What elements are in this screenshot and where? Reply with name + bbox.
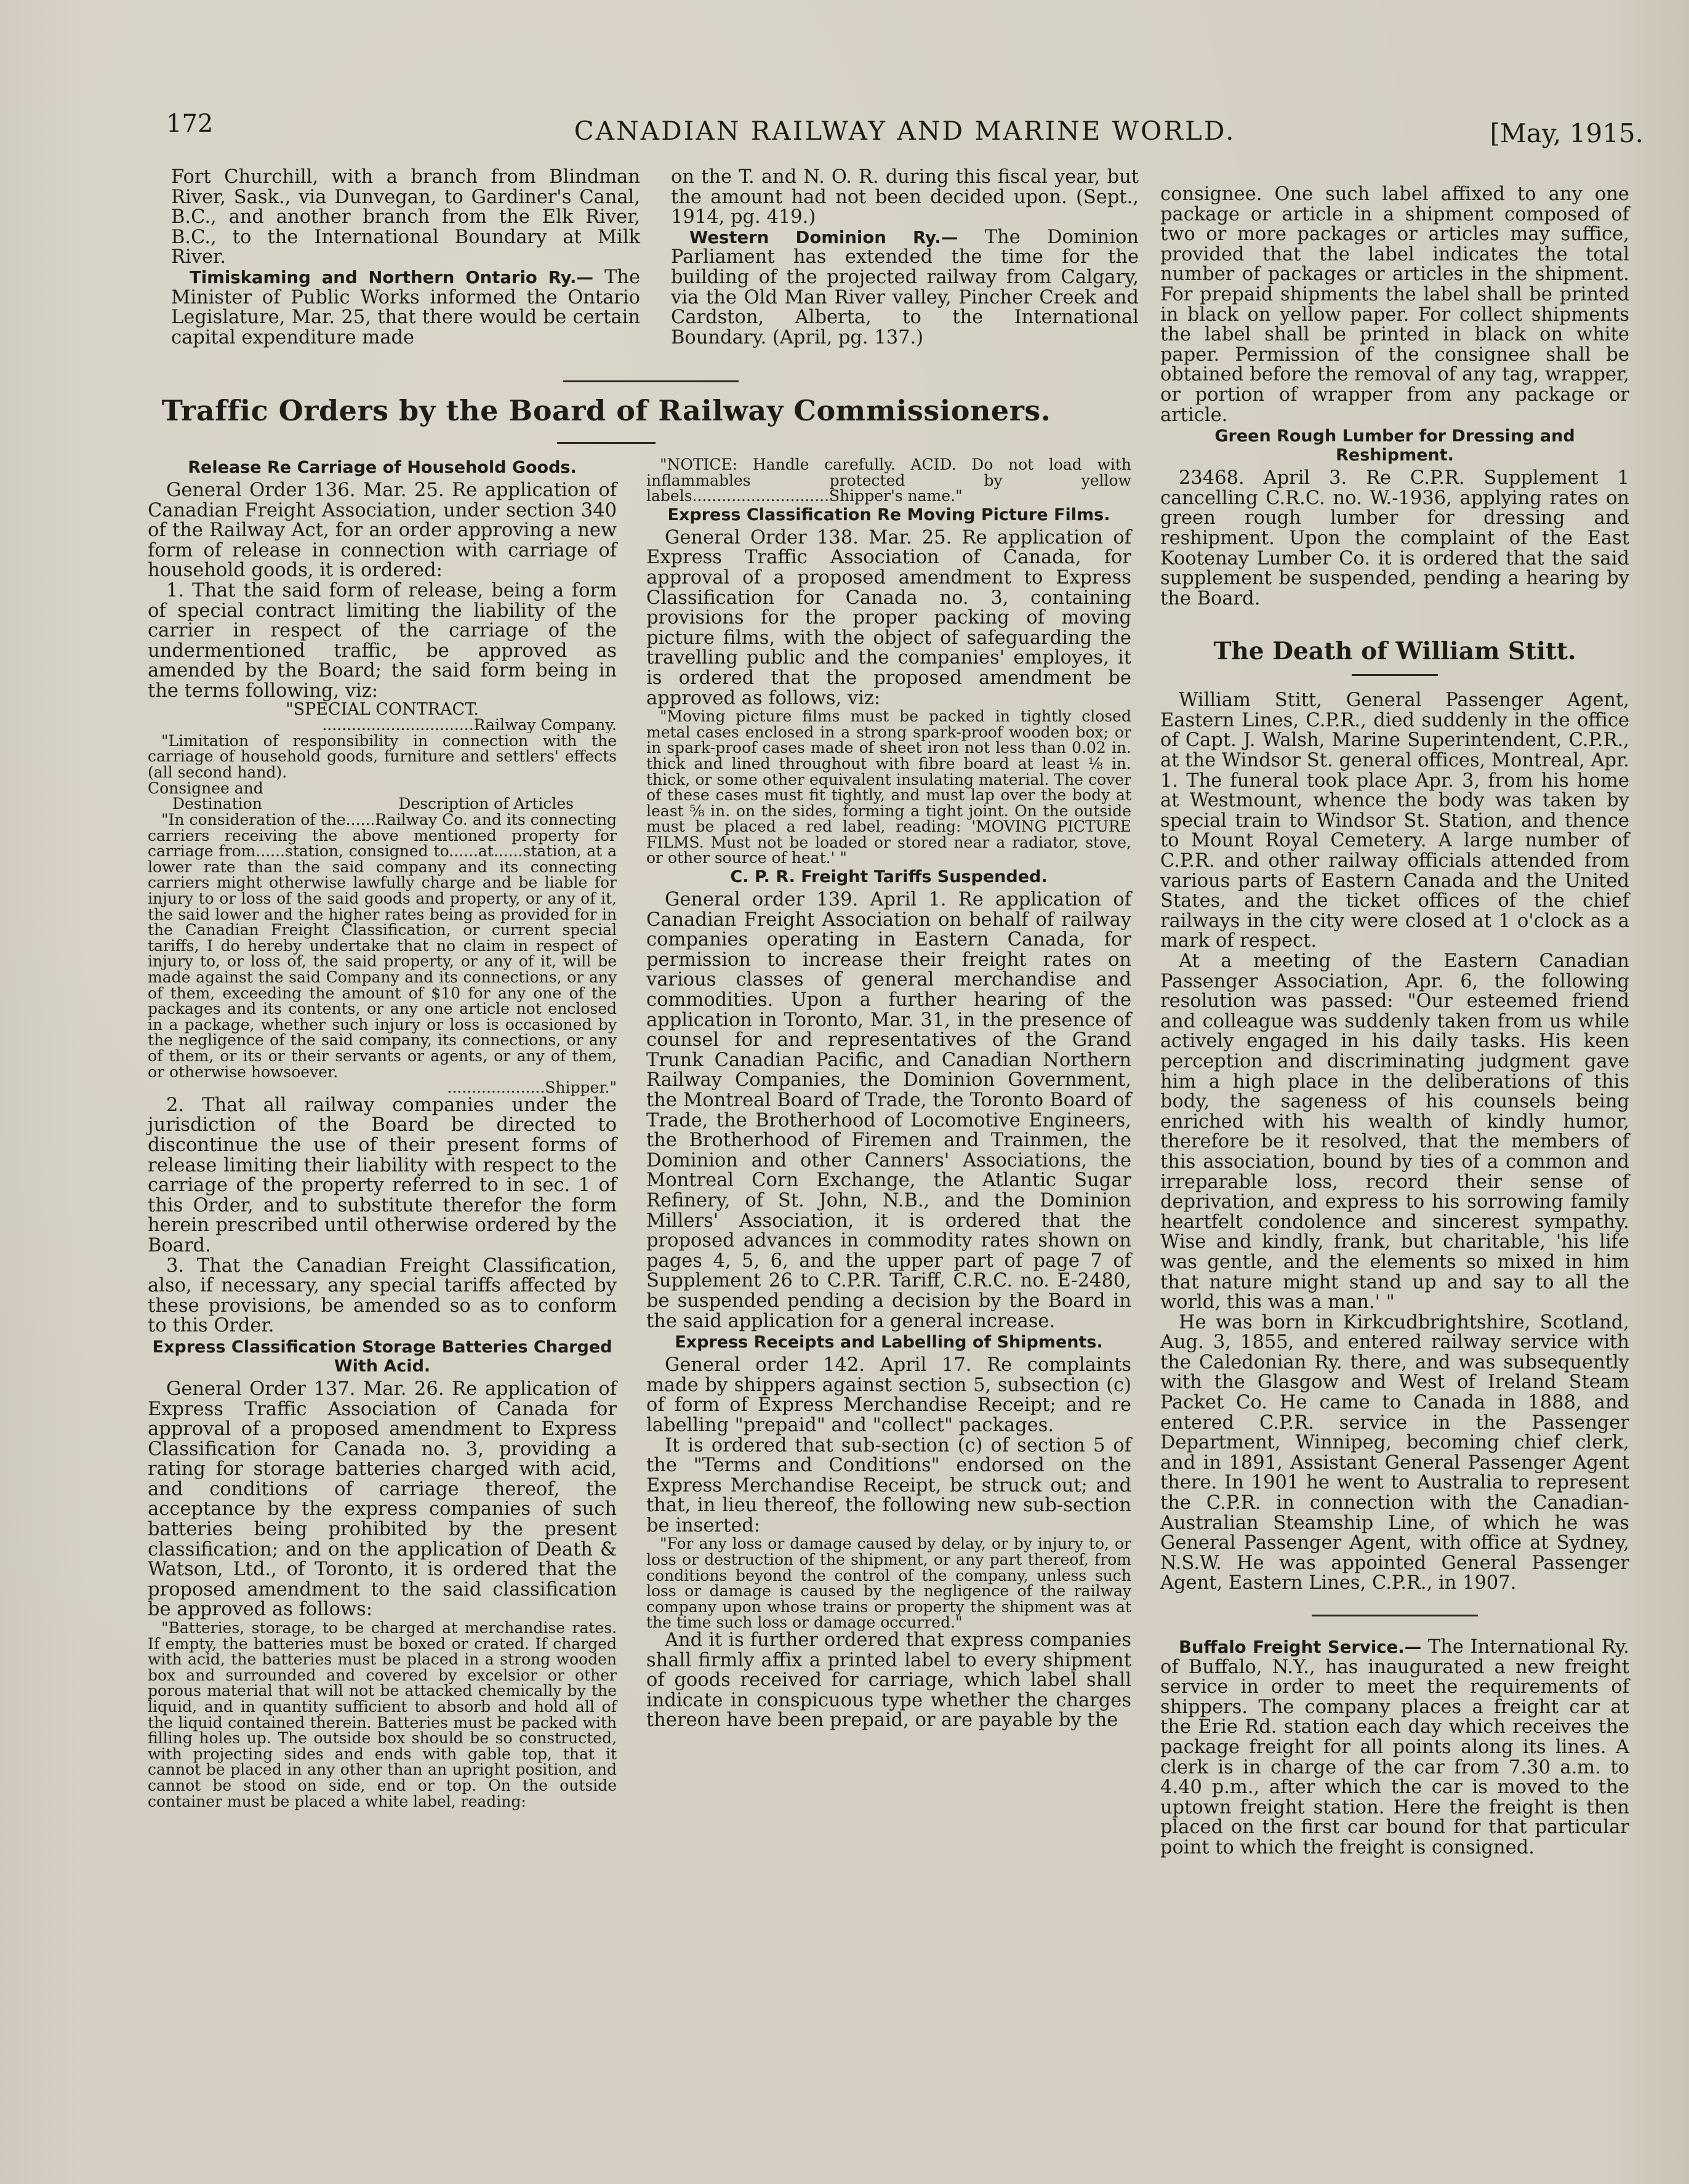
consideration-text: "In consideration of the......Railway Co. and its connecting carriers receiving the above mentioned property for carriage from......station, consigned to......at......station, at a lower rate than the said company and its connecting carriers might otherwise lawfully charge and be liable for injury to or loss of the said goods and property, or any of it, the said lower and the higher rates being as provided for in the Canadian Freight Classification, or current special tariffs, I do hereby undertake that no claim in respect of injury to, or loss of, the said property, or any of it, will be made against the said Company and its connections, or any of them, exceeding the amount of $10 for any one of the packages and its contents, or any one article not enclosed in a package, whether such injury or loss is occasioned by the negligence of the said company, its connections, or any of them, or its or their servants or agents, or any of them, or otherwise howsoever. bbox=[148, 811, 617, 1081]
batteries-quote: "Batteries, storage, to be charged at merchandise rates. If empty, the batteries must be boxed or crated. If charged with acid, the batteries must be placed in a strong wooden box and surrounded and covered by excelsior or other porous material that will not be attacked chemically by the liquid, and in quantity sufficient to absorb and hold all of the liquid contained therein. Batteries must be packed with filling holes up. The outside box should be so constructed, with projecting sides and ends with gable top, that it cannot be placed in any other than an upright position, and cannot be stood on side, end or top. On the outside container must be placed a white label, reading: bbox=[148, 1619, 617, 1810]
text-item-1: 1. That the said form of release, being a form of special contract limiting the liability of the carrier in respect of the carriage of the undermentioned traffic, be approved as amended by the Board; the said form being in the terms following, viz: bbox=[148, 579, 617, 702]
page-number: 172 bbox=[166, 110, 214, 138]
top-col2-heading-text: The Dominion Parliament has extended the time for the building of the projected railway from Calgary, via the Old Man River valley, Pincher Creek and Cardston, Alberta, to the International Boundary. (April, pg. 137.) bbox=[671, 226, 1139, 348]
consignee-label: Consignee and bbox=[148, 779, 263, 797]
text-storage-batteries: General Order 137. Mar. 26. Re application of Express Traffic Association of Canada for approval of a proposed amendment to Express Classification for Canada no. 3, providing a rating for storage batteries charged with acid, and conditions of carriage thereof, the acceptance by the express companies of such batteries being prohibited by the present classification; and on the application of Death & Watson, Ltd., of Toronto, it is ordered that the proposed amendment to the said classification be approved as follows: bbox=[148, 1378, 617, 1621]
main-column-3 bbox=[1160, 185, 1629, 1858]
journal-title: CANADIAN RAILWAY AND MARINE WORLD. bbox=[574, 116, 1236, 146]
text-moving-picture-films: General Order 138. Mar. 25. Re application of Express Traffic Association of Canada, for approval of a proposed amendment to Express Classification for Canada no. 3, containing provisions for the proper packing of moving picture films, with the object of safeguarding the travelling public and the companies' employes, it is ordered that the proposed amendment be approved as follows, viz: bbox=[646, 526, 1131, 709]
heading-household-goods: Release Re Carriage of Household Goods. bbox=[188, 458, 577, 477]
text-stitt-2: At a meeting of the Eastern Canadian Passenger Association, Apr. 6, the following resolution was passed: "Our esteemed friend and colleague was suddenly taken from us while actively engaged in his daily tasks. His keen perception and discriminating judgment gave him a high place in the deliberations of this body, the sageness of his counsels being enriched with his wealth of kindly humor, therefore be it resolved, that the members of this association, bound by ties of a common and irreparable loss, record their sense of deprivation, and express to his sorrowing family heartfelt condolence and sincerest sympathy. Wise and kindly, frank, but charitable, 'his life was gentle, and the elements so mixed in him that nature might stand up and say to all the world, this was a man.' " bbox=[1160, 950, 1629, 1314]
top-col1-heading-text: The Minister of Public Works informed the Ontario Legislature, Mar. 25, that there would be certain capital expenditure made bbox=[171, 266, 640, 348]
section-rule-bottom bbox=[557, 442, 656, 444]
text-express-receipts-2: It is ordered that sub-section (c) of section 5 of the "Terms and Conditions" endorsed on the Express Merchandise Receipt, be struck out; and that, in lieu thereof, the following new sub-section be inserted: bbox=[646, 1434, 1131, 1536]
description-label: Description of Articles bbox=[398, 795, 574, 813]
notice-quote: "NOTICE: Handle carefully. ACID. Do not load with inflammables protected by yellow labels............................Shipper's name." bbox=[646, 456, 1131, 505]
text-express-receipts-3: And it is further ordered that express companies shall firmly affix a printed label to every shipment of goods received for carriage, which label shall indicate in conspicuous type whether the charges thereon have been prepaid, or are payable by the bbox=[646, 1629, 1131, 1732]
text-buffalo-freight: The International Ry. of Buffalo, N.Y., has inaugurated a new freight service in order to meet the requirements of shippers. The company places a freight car at the Erie Rd. station each day which receives the package freight for all points along its lines. A clerk is in charge of the car from 7.30 a.m. to 4.40 p.m., after which the car is moved to the uptown freight station. Here the freight is then placed on the first car bound for that particular point to which the freight is consigned. bbox=[1160, 1636, 1630, 1858]
shipper-line: ....................Shipper." bbox=[447, 1080, 617, 1096]
main-column-2 bbox=[646, 457, 1131, 1731]
receipts-quote: "For any loss or damage caused by delay, or by injury to, or loss or destruction of the shipment, or any part thereof, from conditions beyond the control of the company, unless such loss or damage is caused by the negligence of the railway company upon whose trains or property the shipment was at the time such loss or damage occurred." bbox=[646, 1535, 1131, 1632]
films-quote: "Moving picture films must be packed in tightly closed metal cases enclosed in a strong spark-proof wooden box; or in spark-proof cases made of sheet iron not less than 0.02 in. thick and lined throughout with fibre board at least ⅛ in. thick, or some other equivalent insulating material. The cover of these cases must fit tightly, and must lap over the body at least ⅝ in. on the sides, forming a tight joint. On the outside must be placed a red label, reading: 'MOVING PICTURE FILMS. Must not be loaded or stored near a radiator, stove, or other source of heat.' " bbox=[646, 707, 1131, 867]
stitt-rule bbox=[1352, 674, 1438, 676]
top-col2-text: on the T. and N. O. R. during this fiscal year, but the amount had not been decided upon. (Sept., 1914, pg. 419.) bbox=[671, 166, 1139, 228]
railway-company-line: ...............................Railway Company. bbox=[322, 717, 617, 733]
top-col1-text: Fort Churchill, with a branch from Blindman River, Sask., via Dunvegan, to Gardiner's Canal, B.C., and another branch from the Elk River, B.C., to the International Boundary at Milk River. bbox=[171, 166, 640, 268]
heading-green-lumber: Green Rough Lumber for Dressing and Reshipment. bbox=[1214, 427, 1575, 465]
heading-storage-batteries: Express Classification Storage Batteries Charged With Acid. bbox=[152, 1337, 612, 1376]
heading-express-receipts: Express Receipts and Labelling of Shipments. bbox=[675, 1333, 1103, 1352]
main-column-1 bbox=[148, 457, 617, 1809]
buffalo-rule bbox=[1312, 1615, 1478, 1616]
top-column-1 bbox=[171, 167, 640, 348]
section-rule-top bbox=[563, 380, 739, 382]
top-col1-heading: Timiskaming and Northern Ontario Ry.— bbox=[190, 267, 593, 287]
top-column-2 bbox=[671, 167, 1139, 348]
heading-cpr-tariffs: C. P. R. Freight Tariffs Suspended. bbox=[730, 867, 1048, 887]
text-green-lumber: 23468. April 3. Re C.P.R. Supplement 1 cancelling C.R.C. no. W.-1936, applying rates on green rough lumber for dressing and reshipment. Upon the complaint of the East Kootenay Lumber Co. it is ordered that the said supplement be suspended, pending a hearing by the Board. bbox=[1160, 467, 1629, 609]
text-household-goods: General Order 136. Mar. 25. Re application of Canadian Freight Association, under section 340 of the Railway Act, for an order approving a new form of release in connection with carriage of household goods, it is ordered: bbox=[148, 480, 617, 582]
limitation-text: "Limitation of responsibility in connection with the carriage of household goods, furniture and settlers' effects (all second hand). bbox=[148, 731, 617, 781]
text-stitt-1: William Stitt, General Passenger Agent, Eastern Lines, C.P.R., died suddenly in the office of Capt. J. Walsh, Marine Superintendent, C.P.R., at the Windsor St. general offices, Montreal, Apr. 1. The funeral took place Apr. 3, from his home at Westmount, whence the body was taken by special train to Windsor St. Station, and thence to Mount Royal Cemetery. A large number of C.P.R. and other railway officials attended from various parts of Eastern Canada and the United States, and the ticket offices of the chief railways in the city were closed at 1 o'clock as a mark of respect. bbox=[1160, 689, 1629, 952]
issue-date: [May, 1915. bbox=[1490, 118, 1643, 148]
destination-label: Destination bbox=[172, 795, 262, 813]
section-title: Traffic Orders by the Board of Railway Commissioners. bbox=[161, 394, 1051, 427]
page-header bbox=[166, 110, 1643, 153]
heading-moving-picture-films: Express Classification Re Moving Picture Films. bbox=[667, 505, 1110, 524]
heading-buffalo-freight: Buffalo Freight Service.— bbox=[1179, 1637, 1422, 1657]
heading-death-william-stitt: The Death of William Stitt. bbox=[1213, 637, 1576, 666]
special-contract-heading: "SPECIAL CONTRACT. bbox=[286, 699, 479, 719]
text-stitt-3: He was born in Kirkcudbrightshire, Scotland, Aug. 3, 1855, and entered railway service with the Caledonian Ry. there, and was subsequently with the Glasgow and West of Ireland Steam Packet Co. He came to Canada in 1888, and entered C.P.R. service in the Passenger Department, Winnipeg, becoming chief clerk, and in 1891, Assistant General Passenger Agent there. In 1901 he went to Australia to represent the C.P.R. in connection with the Canadian-Australian Steamship Line, of which he was General Passenger Agent, with office at Sydney, N.S.W. He was appointed General Passenger Agent, Eastern Lines, C.P.R., in 1907. bbox=[1160, 1311, 1629, 1594]
text-item-3: 3. That the Canadian Freight Classification, also, if necessary, any special tariffs affected by these provisions, be amended so as to conform to this Order. bbox=[148, 1255, 617, 1337]
text-cpr-tariffs: General order 139. April 1. Re application of Canadian Freight Association on behalf of railway companies operating in Eastern Canada, for permission to increase their freight rates on various classes of general merchandise and commodities. Upon a further hearing of the application in Toronto, Mar. 31, in the presence of counsel for and representatives of the Grand Trunk Canadian Pacific, and Canadian Northern Railway Companies, the Dominion Government, the Montreal Board of Trade, the Toronto Board of Trade, the Brotherhood of Locomotive Engineers, the Brotherhood of Firemen and Trainmen, the Dominion and other Canners' Associations, the Montreal Corn Exchange, the Atlantic Sugar Refinery, of St. John, N.B., and the Dominion Millers' Association, it is ordered that the proposed advances in commodity rates shown on pages 4, 5, 6, and the upper part of page 7 of Supplement 26 to C.P.R. Tariff, C.R.C. no. E-2480, be suspended pending a decision by the Board in the said application for a general increase. bbox=[646, 889, 1131, 1332]
text-item-2: 2. That all railway companies under the jurisdiction of the Board be directed to discontinue the use of their present forms of release limiting their liability with respect to the carriage of the property referred to in sec. 1 of this Order, and to substitute therefor the form herein prescribed until otherwise ordered by the Board. bbox=[148, 1094, 617, 1256]
text-label-continued: consignee. One such label affixed to any one package or article in a shipment composed of two or more packages or articles may suffice, provided that the label indicates the total number of packages or articles in the shipment. For prepaid shipments the label shall be printed in black on yellow paper. For collect shipments the label shall be printed in black on white paper. Permission of the consignee shall be obtained before the removal of any tag, wrapper, or portion of wrapper from any package or article. bbox=[1160, 183, 1629, 426]
top-col2-heading: Western Dominion Ry.— bbox=[689, 227, 958, 247]
text-express-receipts-1: General order 142. April 17. Re complaints made by shippers against section 5, subsection (c) of form of Express Merchandise Receipt; and re labelling "prepaid" and "collect" packages. bbox=[646, 1354, 1131, 1436]
